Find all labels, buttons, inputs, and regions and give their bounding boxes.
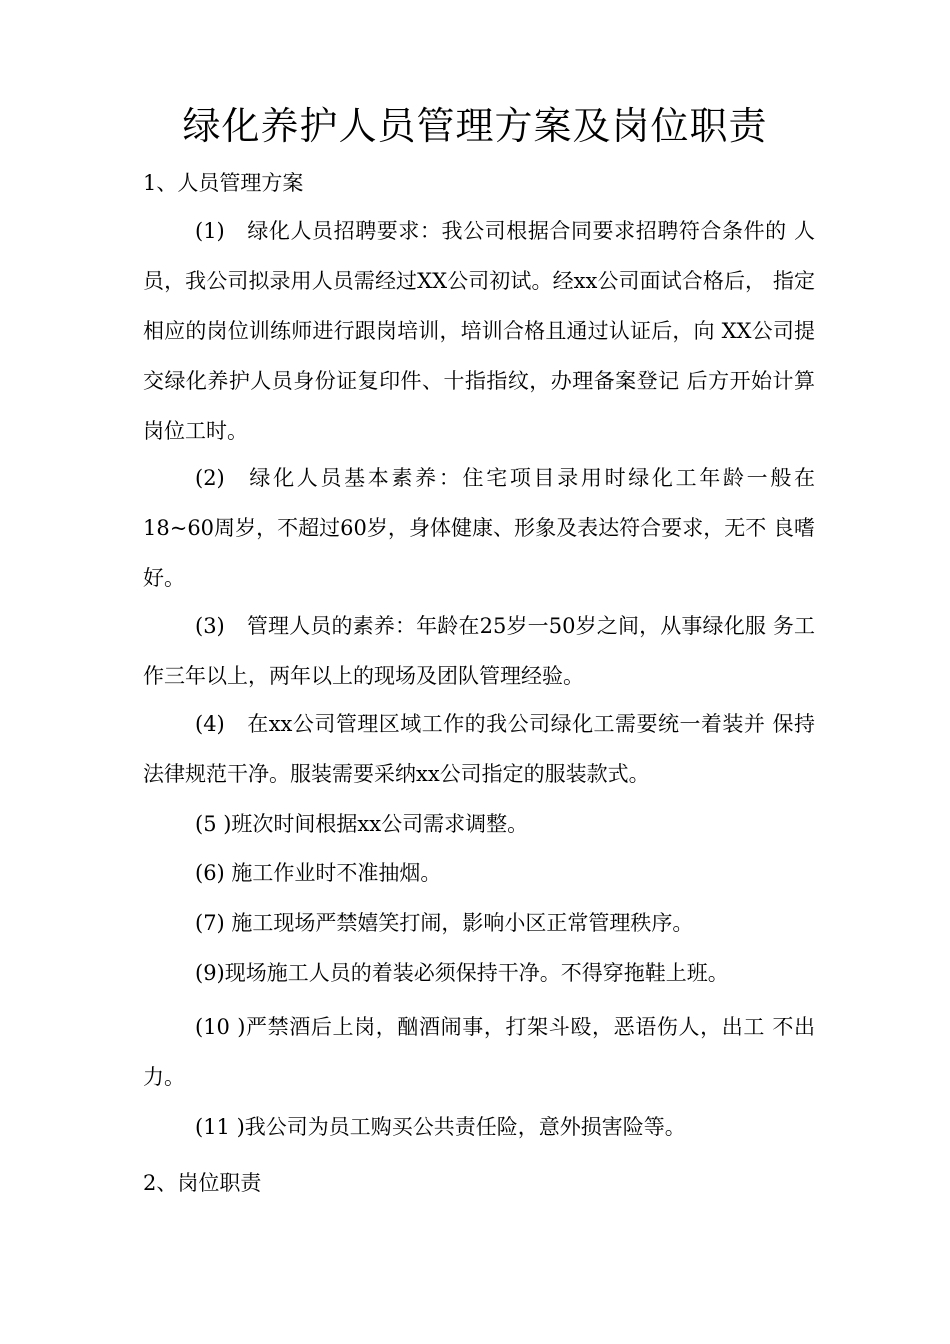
list-item-11: (11 )我公司为员工购买公共责任险，意外损害险等。 (195, 1115, 686, 1139)
list-item-5: (5 )班次时间根据xx公司需求调整。 (195, 812, 529, 836)
item-text: 绿化人员招聘要求：我公司根据合同要求招聘符合条件的 人员，我公司拟录用人员需经过XX公司初试。经xx公司面试合格后， 指定相应的岗位训练师进行跟岗培训，培训合格且通过认证后，向 XX公司提交绿化养护人员身份证复印件、十指指纹，办理备案登记 后方开始计算岗位工时。 (143, 219, 815, 443)
item-text: (10 )严禁酒后上岗，酗酒闹事，打架斗殴，恶语伤人，出工 不出力。 (143, 1015, 815, 1089)
list-item-6: (6) 施工作业时不准抽烟。 (195, 861, 442, 885)
list-item-7: (7) 施工现场严禁嬉笑打闹，影响小区正常管理秩序。 (195, 911, 694, 935)
document-title: 绿化养护人员管理方案及岗位职责 (182, 104, 768, 148)
item-text: 在xx公司管理区域工作的我公司绿化工需要统一着装并 保持法律规范干净。服装需要采纳xx公司指定的服装款式。 (143, 712, 815, 786)
paragraph-item-10 (143, 1002, 815, 1102)
item-text: 管理人员的素养：年龄在25岁一50岁之间，从事绿化服 务工作三年以上，两年以上的现场及团队管理经验。 (143, 614, 815, 688)
paragraph-item-4 (143, 699, 815, 799)
list-item-9: (9)现场施工人员的着装必须保持干净。不得穿拖鞋上班。 (195, 961, 729, 985)
item-number: (2) (195, 466, 225, 490)
item-number: (1) (195, 219, 225, 243)
item-text: 绿化人员基本素养：住宅项目录用时绿化工年龄一般在18~60周岁，不超过60岁，身体健康、形象及表达符合要求，无不 良嗜好。 (143, 466, 815, 590)
item-number: (3) (195, 614, 225, 638)
item-number: (4) (195, 712, 225, 736)
paragraph-item-2 (143, 453, 815, 603)
paragraph-item-1 (143, 206, 815, 456)
section-heading-personnel-plan: 1、人员管理方案 (143, 171, 304, 195)
section-heading-job-duties: 2、岗位职责 (143, 1171, 262, 1195)
paragraph-item-3 (143, 601, 815, 701)
